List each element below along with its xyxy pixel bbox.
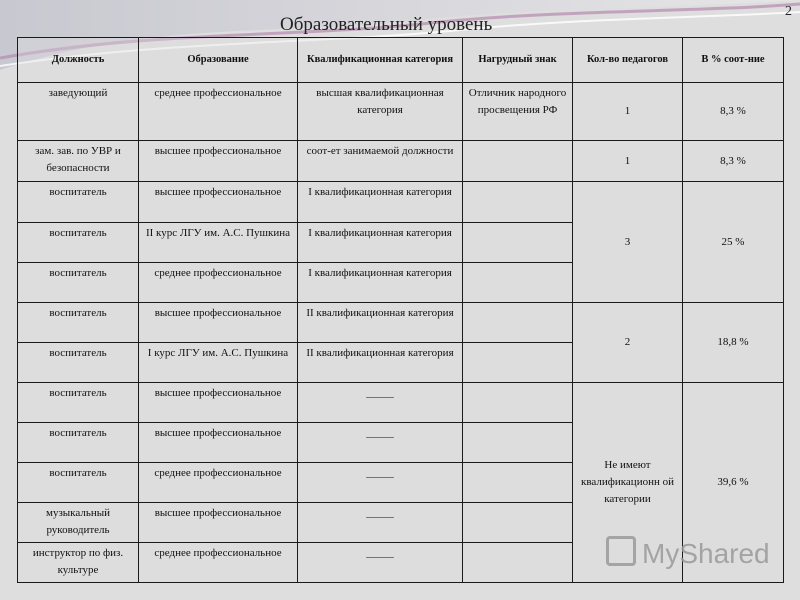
cell-education: высшее профессиональное bbox=[139, 182, 298, 223]
cell-badge bbox=[463, 463, 573, 503]
cell-badge bbox=[463, 263, 573, 303]
slide-number: 2 bbox=[785, 4, 792, 19]
cell-category: _____ bbox=[298, 383, 463, 423]
cell-position: музыкальный руководитель bbox=[18, 503, 139, 543]
cell-position: воспитатель bbox=[18, 263, 139, 303]
cell-education: среднее профессиональное bbox=[139, 83, 298, 141]
cell-category: _____ bbox=[298, 423, 463, 463]
cell-position: инструктор по физ. культуре bbox=[18, 543, 139, 583]
cell-badge bbox=[463, 223, 573, 263]
cell-badge: Отличник народного просвещения РФ bbox=[463, 83, 573, 141]
cell-group-count: Не имеют квалификационн ой категории bbox=[573, 383, 683, 583]
cell-position: зам. зав. по УВР и безопасности bbox=[18, 141, 139, 182]
watermark-text: MyShared bbox=[642, 538, 770, 569]
cell-badge bbox=[463, 543, 573, 583]
cell-position: воспитатель bbox=[18, 182, 139, 223]
cell-count: 1 bbox=[573, 141, 683, 182]
header-badge: Нагрудный знак bbox=[463, 38, 573, 83]
cell-education: II курс ЛГУ им. А.С. Пушкина bbox=[139, 223, 298, 263]
cell-badge bbox=[463, 503, 573, 543]
cell-group-percent: 25 % bbox=[683, 182, 784, 303]
cell-position: воспитатель bbox=[18, 383, 139, 423]
cell-group-count: 3 bbox=[573, 182, 683, 303]
cell-badge bbox=[463, 141, 573, 182]
cell-position: воспитатель bbox=[18, 223, 139, 263]
header-category: Квалификационная категория bbox=[298, 38, 463, 83]
table-row bbox=[18, 182, 784, 223]
cell-category: II квалификационная категория bbox=[298, 303, 463, 343]
table-row bbox=[18, 141, 784, 182]
cell-education: среднее профессиональное bbox=[139, 463, 298, 503]
cell-position: воспитатель bbox=[18, 343, 139, 383]
watermark-logo bbox=[606, 536, 770, 570]
cell-category: высшая квалификационная категория bbox=[298, 83, 463, 141]
header-position: Должность bbox=[18, 38, 139, 83]
cell-group-percent: 39,6 % bbox=[683, 383, 784, 583]
cell-position: воспитатель bbox=[18, 303, 139, 343]
table-row bbox=[18, 303, 784, 343]
table-header-row bbox=[18, 38, 784, 83]
cell-count: 1 bbox=[573, 83, 683, 141]
cell-category: I квалификационная категория bbox=[298, 263, 463, 303]
cell-education: I курс ЛГУ им. А.С. Пушкина bbox=[139, 343, 298, 383]
cell-category: соот-ет занимаемой должности bbox=[298, 141, 463, 182]
cell-badge bbox=[463, 182, 573, 223]
cell-education: высшее профессиональное bbox=[139, 141, 298, 182]
cell-category: I квалификационная категория bbox=[298, 223, 463, 263]
header-count: Кол-во педагогов bbox=[573, 38, 683, 83]
cell-group-count: 2 bbox=[573, 303, 683, 383]
cell-category: _____ bbox=[298, 543, 463, 583]
cell-education: высшее профессиональное bbox=[139, 423, 298, 463]
cell-category: II квалификационная категория bbox=[298, 343, 463, 383]
cell-badge bbox=[463, 343, 573, 383]
table-row bbox=[18, 383, 784, 423]
education-table bbox=[17, 37, 784, 583]
cell-badge bbox=[463, 423, 573, 463]
cell-category: I квалификационная категория bbox=[298, 182, 463, 223]
cell-education: высшее профессиональное bbox=[139, 383, 298, 423]
table-row bbox=[18, 83, 784, 141]
cell-position: воспитатель bbox=[18, 463, 139, 503]
cell-badge bbox=[463, 303, 573, 343]
cell-category: _____ bbox=[298, 503, 463, 543]
cell-percent: 8,3 % bbox=[683, 83, 784, 141]
cell-position: воспитатель bbox=[18, 423, 139, 463]
cell-education: среднее профессиональное bbox=[139, 543, 298, 583]
header-percent: В % соот-ние bbox=[683, 38, 784, 83]
cell-education: высшее профессиональное bbox=[139, 503, 298, 543]
cell-group-percent: 18,8 % bbox=[683, 303, 784, 383]
cell-category: _____ bbox=[298, 463, 463, 503]
myshared-logo-icon bbox=[606, 536, 636, 566]
cell-education: среднее профессиональное bbox=[139, 263, 298, 303]
cell-education: высшее профессиональное bbox=[139, 303, 298, 343]
page-title: Образовательный уровень bbox=[280, 14, 493, 35]
cell-badge bbox=[463, 383, 573, 423]
cell-percent: 8,3 % bbox=[683, 141, 784, 182]
cell-position: заведующий bbox=[18, 83, 139, 141]
header-education: Образование bbox=[139, 38, 298, 83]
